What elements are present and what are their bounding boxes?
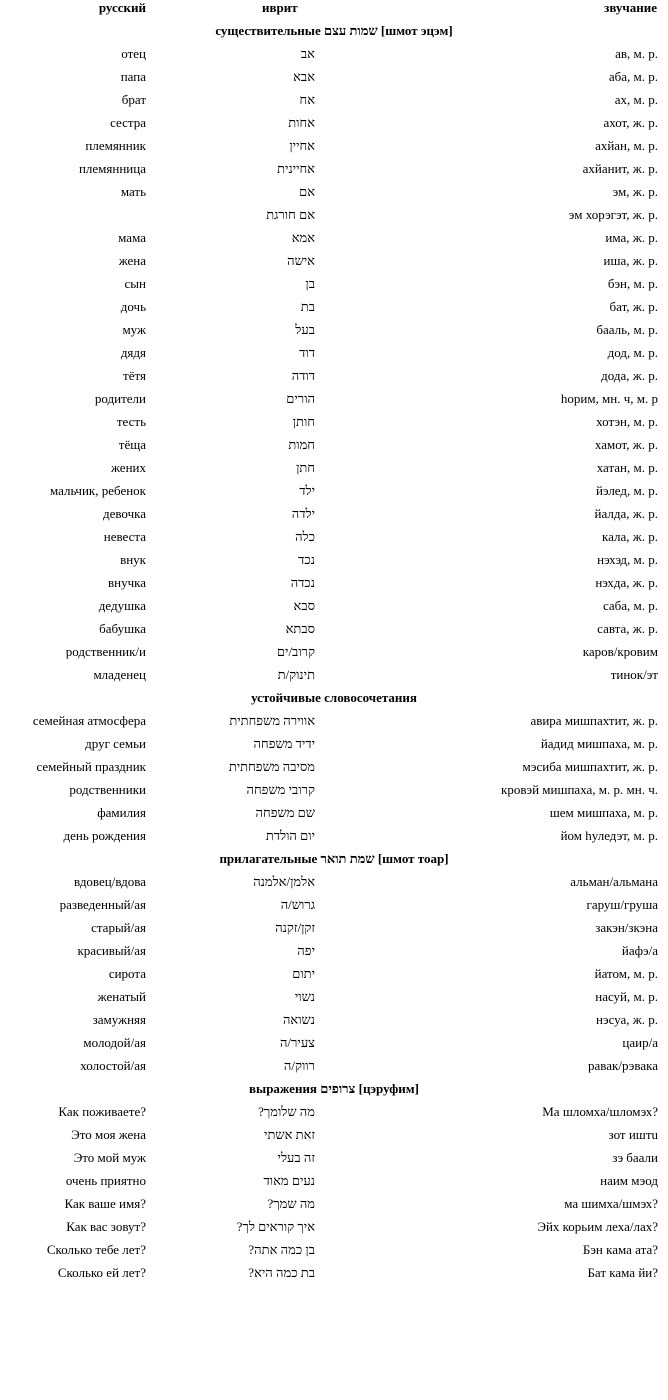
russian-word: девочка bbox=[102, 506, 146, 521]
russian-word: семейная атмосфера bbox=[32, 713, 146, 728]
column-headers bbox=[0, 0, 668, 22]
russian-word: очень приятно bbox=[65, 1173, 146, 1188]
russian-word: Сколько тебе лет? bbox=[46, 1242, 146, 1257]
pronunciation: нэхэд, м. р. bbox=[597, 552, 658, 567]
pronunciation: дод, м. р. bbox=[607, 345, 658, 360]
hebrew-word: יתום bbox=[292, 966, 315, 981]
pronunciation: бэн, м. р. bbox=[607, 276, 658, 291]
table-row bbox=[0, 1103, 668, 1126]
pronunciation: гаруш/груша bbox=[586, 897, 658, 912]
hebrew-word: ילד bbox=[299, 483, 315, 498]
pronunciation: ах, м. р. bbox=[614, 92, 658, 107]
hebrew-word: ידיד משפחה bbox=[253, 736, 315, 751]
table-row bbox=[0, 965, 668, 988]
pronunciation: йадид мишпаха, м. р. bbox=[540, 736, 658, 751]
russian-word: родители bbox=[94, 391, 146, 406]
table-row bbox=[0, 551, 668, 574]
pronunciation: хамот, ж. р. bbox=[594, 437, 658, 452]
hebrew-word: קרוב/ים bbox=[276, 644, 315, 659]
hebrew-word: רווק/ה bbox=[283, 1058, 315, 1073]
hebrew-word: נשואה bbox=[282, 1012, 315, 1027]
hebrew-word: צעיר/ה bbox=[279, 1035, 315, 1050]
table-row bbox=[0, 781, 668, 804]
table-row bbox=[0, 1195, 668, 1218]
table-row bbox=[0, 827, 668, 850]
pronunciation: кровэй мишпаха, м. р. мн. ч. bbox=[501, 782, 658, 797]
pronunciation: равак/рэвака bbox=[588, 1058, 658, 1073]
pronunciation: нэхда, ж. р. bbox=[595, 575, 658, 590]
sections-container bbox=[0, 22, 668, 1287]
hebrew-word: מסיבה משפחתית bbox=[228, 759, 315, 774]
table-row bbox=[0, 68, 668, 91]
russian-word: тётя bbox=[123, 368, 146, 383]
russian-word: родственник/и bbox=[65, 644, 146, 659]
hebrew-word: אווירה משפחתית bbox=[229, 713, 315, 728]
table-row bbox=[0, 321, 668, 344]
pronunciation: ма шимха/шмэх? bbox=[564, 1196, 658, 1211]
russian-word: жених bbox=[111, 460, 146, 475]
hebrew-word: אחיינית bbox=[277, 161, 315, 176]
russian-word: внучка bbox=[107, 575, 146, 590]
pronunciation: наим мэод bbox=[600, 1173, 658, 1188]
table-row bbox=[0, 91, 668, 114]
hebrew-word: דוד bbox=[299, 345, 315, 360]
hebrew-word: בן bbox=[305, 276, 315, 291]
table-row bbox=[0, 574, 668, 597]
hebrew-word: נעים מאוד bbox=[263, 1173, 315, 1188]
table-row bbox=[0, 1149, 668, 1172]
hebrew-word: אם חורגת bbox=[266, 207, 315, 222]
table-row bbox=[0, 1241, 668, 1264]
pronunciation: йафэ/а bbox=[621, 943, 658, 958]
pronunciation: Бэн кама ата? bbox=[582, 1242, 658, 1257]
table-row bbox=[0, 873, 668, 896]
hebrew-word: אלמן/אלמנה bbox=[253, 874, 315, 889]
table-row bbox=[0, 45, 668, 68]
pronunciation: Бат кама йи? bbox=[587, 1265, 658, 1280]
table-row bbox=[0, 413, 668, 436]
russian-word: бабушка bbox=[99, 621, 146, 636]
table-row bbox=[0, 1264, 668, 1287]
section-title bbox=[0, 689, 668, 712]
russian-word: мальчик, ребенок bbox=[49, 483, 146, 498]
hebrew-word: קרובי משפחה bbox=[246, 782, 315, 797]
table-row bbox=[0, 1218, 668, 1241]
hebrew-word: אחות bbox=[288, 115, 315, 130]
russian-word: племянник bbox=[85, 138, 146, 153]
russian-word: Сколько ей лет? bbox=[57, 1265, 146, 1280]
russian-word: дедушка bbox=[98, 598, 146, 613]
pronunciation: нэсуа, ж. р. bbox=[596, 1012, 658, 1027]
pronunciation: эм, ж. р. bbox=[612, 184, 658, 199]
table-row bbox=[0, 758, 668, 781]
section-title-text: существительные שמות עצם [шмот эцэм] bbox=[215, 23, 453, 38]
pronunciation: ахйан, м. р. bbox=[595, 138, 658, 153]
table-row bbox=[0, 344, 668, 367]
table-row bbox=[0, 735, 668, 758]
russian-word: Как ваше имя? bbox=[64, 1196, 146, 1211]
hebrew-word: גרוש/ה bbox=[280, 897, 315, 912]
pronunciation: цаир/а bbox=[622, 1035, 658, 1050]
pronunciation: альман/альмана bbox=[570, 874, 658, 889]
hebrew-word: אמא bbox=[291, 230, 315, 245]
table-row bbox=[0, 275, 668, 298]
pronunciation: бааль, м. р. bbox=[596, 322, 658, 337]
table-row bbox=[0, 114, 668, 137]
table-row bbox=[0, 1126, 668, 1149]
pronunciation: насуй, м. р. bbox=[595, 989, 658, 1004]
table-row bbox=[0, 482, 668, 505]
hebrew-word: סבתא bbox=[285, 621, 315, 636]
table-row bbox=[0, 1034, 668, 1057]
pronunciation: зот иштu bbox=[608, 1127, 658, 1142]
table-row bbox=[0, 160, 668, 183]
pronunciation: йом hуледэт, м. р. bbox=[560, 828, 658, 843]
table-row bbox=[0, 390, 668, 413]
hebrew-word: חותן bbox=[292, 414, 315, 429]
hebrew-word: תינוק/ת bbox=[277, 667, 315, 682]
table-row bbox=[0, 505, 668, 528]
russian-word: родственники bbox=[69, 782, 146, 797]
russian-word: Как поживаете? bbox=[58, 1104, 146, 1119]
hebrew-word: ילדה bbox=[291, 506, 315, 521]
section-title-text: прилагательные שמת תואר [шмот тоар] bbox=[219, 851, 449, 866]
hebrew-word: כלה bbox=[295, 529, 315, 544]
russian-word: день рождения bbox=[63, 828, 146, 843]
hebrew-word: מה שלומך? bbox=[258, 1104, 315, 1119]
russian-word: дядя bbox=[120, 345, 146, 360]
russian-word: Это моя жена bbox=[71, 1127, 146, 1142]
pronunciation: Эйх корьим леха/лах? bbox=[537, 1219, 658, 1234]
table-row bbox=[0, 183, 668, 206]
table-row bbox=[0, 1172, 668, 1195]
hebrew-word: הורים bbox=[286, 391, 315, 406]
pronunciation: ахйанит, ж. р. bbox=[582, 161, 658, 176]
table-row bbox=[0, 367, 668, 390]
pronunciation: тинок/эт bbox=[610, 667, 658, 682]
russian-word: тёща bbox=[118, 437, 146, 452]
russian-word: сын bbox=[124, 276, 146, 291]
pronunciation: иша, ж. р. bbox=[603, 253, 658, 268]
russian-word: вдовец/вдова bbox=[74, 874, 146, 889]
pronunciation: саба, м. р. bbox=[602, 598, 658, 613]
table-row bbox=[0, 252, 668, 275]
table-row bbox=[0, 298, 668, 321]
russian-word: разведенный/ая bbox=[59, 897, 146, 912]
hebrew-word: אב bbox=[300, 46, 315, 61]
table-row bbox=[0, 988, 668, 1011]
pronunciation: зэ баали bbox=[612, 1150, 658, 1165]
russian-word: отец bbox=[121, 46, 146, 61]
hebrew-word: זאת אשתי bbox=[264, 1127, 315, 1142]
hebrew-word: נכד bbox=[298, 552, 315, 567]
russian-word: внук bbox=[120, 552, 146, 567]
pronunciation: савта, ж. р. bbox=[597, 621, 658, 636]
pronunciation: авира мишпахтит, ж. р. bbox=[530, 713, 658, 728]
hebrew-word: שם משפחה bbox=[255, 805, 315, 820]
hebrew-word: אח bbox=[299, 92, 315, 107]
hebrew-word: נשוי bbox=[294, 989, 315, 1004]
russian-word: мать bbox=[120, 184, 146, 199]
pronunciation: хатан, м. р. bbox=[596, 460, 658, 475]
russian-word: молодой/ая bbox=[83, 1035, 146, 1050]
pronunciation: йэлед, м. р. bbox=[596, 483, 658, 498]
table-row bbox=[0, 137, 668, 160]
table-row bbox=[0, 896, 668, 919]
hebrew-word: אבא bbox=[293, 69, 315, 84]
hebrew-word: איך קוראים לך? bbox=[236, 1219, 315, 1234]
table-row bbox=[0, 597, 668, 620]
russian-word: холостой/ая bbox=[80, 1058, 146, 1073]
russian-word: папа bbox=[120, 69, 146, 84]
russian-word: женатый bbox=[97, 989, 146, 1004]
section-title-text: устойчивые словосочетания bbox=[251, 690, 417, 705]
table-row bbox=[0, 436, 668, 459]
hebrew-word: מה שמך? bbox=[267, 1196, 315, 1211]
russian-word: дочь bbox=[120, 299, 146, 314]
hebrew-word: אישה bbox=[287, 253, 315, 268]
pronunciation: йалда, ж. р. bbox=[594, 506, 658, 521]
hebrew-word: סבא bbox=[293, 598, 315, 613]
russian-word: племянница bbox=[78, 161, 146, 176]
pronunciation: йатом, м. р. bbox=[594, 966, 658, 981]
russian-word: старый/ая bbox=[91, 920, 146, 935]
hebrew-word: בת כמה היא? bbox=[248, 1265, 315, 1280]
section-title bbox=[0, 22, 668, 45]
hebrew-word: זה בעלי bbox=[277, 1150, 315, 1165]
pronunciation: има, ж. р. bbox=[605, 230, 658, 245]
table-row bbox=[0, 206, 668, 229]
pronunciation: дода, ж. р. bbox=[601, 368, 658, 383]
hebrew-word: יום הולדת bbox=[265, 828, 315, 843]
pronunciation: шем мишпаха, м. р. bbox=[549, 805, 658, 820]
hebrew-word: דודה bbox=[291, 368, 315, 383]
table-row bbox=[0, 919, 668, 942]
pronunciation: ахот, ж. р. bbox=[603, 115, 658, 130]
pronunciation: каров/кровим bbox=[582, 644, 658, 659]
table-row bbox=[0, 620, 668, 643]
russian-word: Это мой муж bbox=[73, 1150, 146, 1165]
hebrew-word: נכדה bbox=[290, 575, 315, 590]
table-row bbox=[0, 666, 668, 689]
russian-word: красивый/ая bbox=[77, 943, 146, 958]
russian-word: муж bbox=[122, 322, 146, 337]
header-hebrew: иврит bbox=[262, 0, 298, 15]
section-title-text: выражения צרופים [цэруфим] bbox=[249, 1081, 419, 1096]
hebrew-word: בן כמה אתה? bbox=[248, 1242, 315, 1257]
pronunciation: ав, м. р. bbox=[615, 46, 658, 61]
table-row bbox=[0, 712, 668, 735]
russian-word: тесть bbox=[116, 414, 146, 429]
section-title bbox=[0, 850, 668, 873]
hebrew-word: בת bbox=[300, 299, 315, 314]
section-title bbox=[0, 1080, 668, 1103]
pronunciation: закэн/зкэна bbox=[595, 920, 658, 935]
pronunciation: кала, ж. р. bbox=[602, 529, 658, 544]
russian-word: сирота bbox=[108, 966, 146, 981]
hebrew-word: בעל bbox=[295, 322, 315, 337]
hebrew-word: יפה bbox=[297, 943, 315, 958]
pronunciation: hорим, мн. ч, м. р bbox=[560, 391, 658, 406]
table-row bbox=[0, 1057, 668, 1080]
table-row bbox=[0, 528, 668, 551]
header-sound: звучание bbox=[604, 0, 657, 15]
hebrew-word: חתן bbox=[296, 460, 315, 475]
russian-word: брат bbox=[121, 92, 146, 107]
pronunciation: аба, м. р. bbox=[608, 69, 658, 84]
russian-word: мама bbox=[118, 230, 146, 245]
pronunciation: эм хорэгэт, ж. р. bbox=[568, 207, 658, 222]
russian-word: сестра bbox=[110, 115, 146, 130]
hebrew-word: אחיין bbox=[289, 138, 315, 153]
hebrew-word: חמות bbox=[288, 437, 315, 452]
russian-word: Как вас зовут? bbox=[66, 1219, 146, 1234]
table-row bbox=[0, 643, 668, 666]
table-row bbox=[0, 229, 668, 252]
russian-word: жена bbox=[118, 253, 146, 268]
hebrew-word: אם bbox=[299, 184, 315, 199]
table-row bbox=[0, 942, 668, 965]
russian-word: друг семьи bbox=[85, 736, 146, 751]
table-row bbox=[0, 804, 668, 827]
russian-word: младенец bbox=[93, 667, 146, 682]
pronunciation: Ма шломха/шломэх? bbox=[542, 1104, 658, 1119]
pronunciation: хотэн, м. р. bbox=[596, 414, 658, 429]
hebrew-word: זקן/זקנה bbox=[275, 920, 315, 935]
russian-word: невеста bbox=[103, 529, 146, 544]
pronunciation: мэсиба мишпахтит, ж. р. bbox=[522, 759, 658, 774]
table-row bbox=[0, 1011, 668, 1034]
header-russian: русский bbox=[98, 0, 146, 15]
pronunciation: бат, ж. р. bbox=[609, 299, 658, 314]
table-row bbox=[0, 459, 668, 482]
russian-word: замужняя bbox=[92, 1012, 146, 1027]
russian-word: семейный праздник bbox=[36, 759, 146, 774]
russian-word: фамилия bbox=[97, 805, 146, 820]
